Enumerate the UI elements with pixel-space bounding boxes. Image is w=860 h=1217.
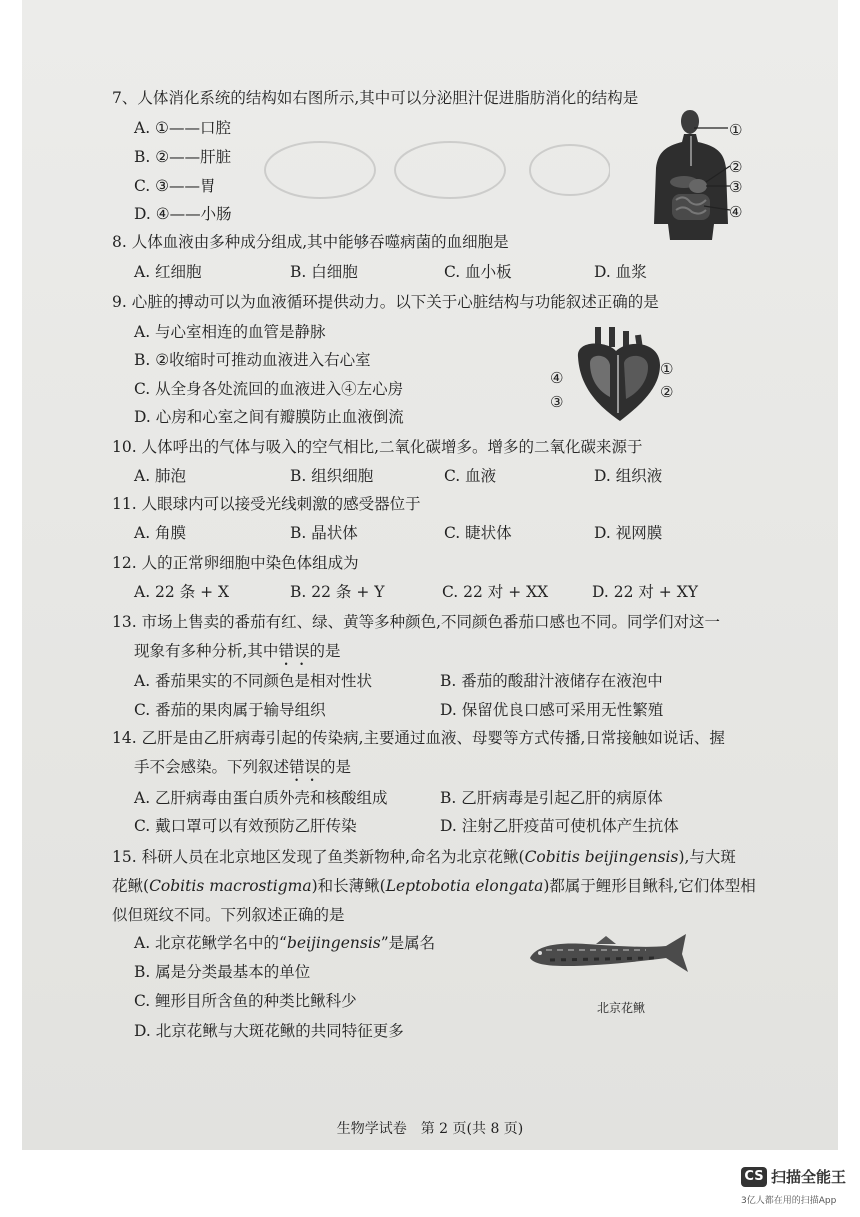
q7-fig-label-1: ① bbox=[729, 121, 743, 139]
q7-option-d: D. ④——小肠 bbox=[134, 205, 232, 223]
q7-option-b: B. ②——肝脏 bbox=[134, 148, 232, 166]
q13-stem-line1: 13. 市场上售卖的番茄有红、绿、黄等多种颜色,不同颜色番茄口感也不同。同学们对这一 bbox=[112, 613, 721, 631]
q8-stem: 8. 人体血液由多种成分组成,其中能够吞噬病菌的血细胞是 bbox=[112, 233, 509, 251]
q14-option-b: B. 乙肝病毒是引起乙肝的病原体 bbox=[440, 789, 663, 807]
q14-option-d: D. 注射乙肝疫苗可使机体产生抗体 bbox=[440, 817, 679, 835]
q12-stem: 12. 人的正常卵细胞中染色体组成为 bbox=[112, 554, 359, 572]
camscanner-icon: CS bbox=[741, 1167, 767, 1187]
heart-figure bbox=[568, 327, 668, 423]
q8-option-c: C. 血小板 bbox=[444, 263, 512, 281]
loach-fish-figure bbox=[526, 928, 690, 980]
q11-stem: 11. 人眼球内可以接受光线刺激的感受器位于 bbox=[112, 495, 421, 513]
q14-option-c: C. 戴口罩可以有效预防乙肝传染 bbox=[134, 817, 357, 835]
fish-caption: 北京花鳅 bbox=[597, 1001, 646, 1015]
q13-option-d: D. 保留优良口感可采用无性繁殖 bbox=[440, 701, 664, 719]
q12-option-b: B. 22 条 + Y bbox=[290, 583, 385, 601]
q15-stem-line1: 15. 科研人员在北京地区发现了鱼类新物种,命名为北京花鳅(Cobitis beijingensis),与大斑 bbox=[112, 848, 736, 866]
q15-option-d: D. 北京花鳅与大斑花鳅的共同特征更多 bbox=[134, 1022, 404, 1040]
q10-stem: 10. 人体呼出的气体与吸入的空气相比,二氧化碳增多。增多的二氧化碳来源于 bbox=[112, 438, 643, 456]
q9-fig-label-3: ③ bbox=[550, 393, 564, 411]
q15-sci-name-2: Cobitis macrostigma bbox=[149, 877, 312, 895]
q12-option-a: A. 22 条 + X bbox=[134, 583, 230, 601]
q11-option-d: D. 视网膜 bbox=[594, 524, 663, 542]
q7-fig-label-2: ② bbox=[729, 158, 743, 176]
q15-option-a: A. 北京花鳅学名中的“beijingensis”是属名 bbox=[134, 934, 436, 952]
q7-fig-label-4: ④ bbox=[729, 203, 743, 221]
page-footer: 生物学试卷 第 2 页(共 8 页) bbox=[336, 1121, 524, 1137]
q8-option-b: B. 白细胞 bbox=[290, 263, 358, 281]
q9-stem: 9. 心脏的搏动可以为血液循环提供动力。以下关于心脏结构与功能叙述正确的是 bbox=[112, 293, 659, 311]
q9-option-b: B. ②收缩时可推动血液进入右心室 bbox=[134, 351, 371, 369]
q14-option-a: A. 乙肝病毒由蛋白质外壳和核酸组成 bbox=[134, 789, 388, 807]
q15-stem-line3: 似但斑纹不同。下列叙述正确的是 bbox=[112, 906, 345, 924]
q15-option-c: C. 鲤形目所含鱼的种类比鳅科少 bbox=[134, 992, 357, 1010]
q8-option-a: A. 红细胞 bbox=[134, 263, 202, 281]
q10-option-d: D. 组织液 bbox=[594, 467, 663, 485]
q7-option-a: A. ①——口腔 bbox=[134, 119, 231, 137]
q13-stem-line2: 现象有多种分析,其中错误的是 bbox=[134, 642, 341, 660]
q11-option-a: A. 角膜 bbox=[134, 524, 187, 542]
q15-stem-line2: 花鳅(Cobitis macrostigma)和长薄鳅(Leptobotia elongata)都属于鲤形目鳅科,它们体型相 bbox=[112, 877, 756, 895]
q12-option-d: D. 22 对 + XY bbox=[592, 583, 698, 601]
q9-option-d: D. 心房和心室之间有瓣膜防止血液倒流 bbox=[134, 408, 404, 426]
q9-fig-label-2: ② bbox=[660, 383, 674, 401]
q9-option-c: C. 从全身各处流回的血液进入④左心房 bbox=[134, 380, 404, 398]
q9-fig-label-4: ④ bbox=[550, 369, 564, 387]
q15-option-b: B. 属是分类最基本的单位 bbox=[134, 963, 311, 981]
q11-option-c: C. 睫状体 bbox=[444, 524, 512, 542]
q11-option-b: B. 晶状体 bbox=[290, 524, 358, 542]
q15-sci-name-1: Cobitis beijingensis bbox=[524, 848, 679, 866]
q13-option-c: C. 番茄的果肉属于输导组织 bbox=[134, 701, 326, 719]
bleed-through-pig-sketches bbox=[250, 120, 610, 210]
q10-option-b: B. 组织细胞 bbox=[290, 467, 374, 485]
q10-option-a: A. 肺泡 bbox=[134, 467, 187, 485]
q9-fig-label-1: ① bbox=[660, 360, 674, 378]
scanner-tagline: 3亿人都在用的扫描App bbox=[741, 1196, 837, 1206]
q14-stem-line2: 手不会感染。下列叙述错误的是 bbox=[134, 758, 352, 776]
scanner-watermark-logo bbox=[741, 1166, 846, 1187]
q7-option-c: C. ③——胃 bbox=[134, 177, 216, 195]
q13-option-a: A. 番茄果实的不同颜色是相对性状 bbox=[134, 672, 373, 690]
q7-fig-label-3: ③ bbox=[729, 178, 743, 196]
q13-option-b: B. 番茄的酸甜汁液储存在液泡中 bbox=[440, 672, 663, 690]
q9-option-a: A. 与心室相连的血管是静脉 bbox=[134, 323, 326, 341]
q15-sci-name-3: Leptobotia elongata bbox=[385, 877, 544, 895]
q14-stem-line1: 14. 乙肝是由乙肝病毒引起的传染病,主要通过血液、母婴等方式传播,日常接触如说话、握 bbox=[112, 729, 725, 747]
q7-stem: 7、人体消化系统的结构如右图所示,其中可以分泌胆汁促进脂肪消化的结构是 bbox=[112, 89, 639, 107]
scanner-brand: 扫描全能王 bbox=[771, 1168, 847, 1186]
q14-emphasis-wrong: 错误 bbox=[289, 758, 321, 776]
q12-option-c: C. 22 对 + XX bbox=[442, 583, 549, 601]
q13-emphasis-wrong: 错误 bbox=[278, 642, 310, 660]
digestive-system-figure bbox=[650, 106, 780, 240]
q8-option-d: D. 血浆 bbox=[594, 263, 647, 281]
q10-option-c: C. 血液 bbox=[444, 467, 497, 485]
